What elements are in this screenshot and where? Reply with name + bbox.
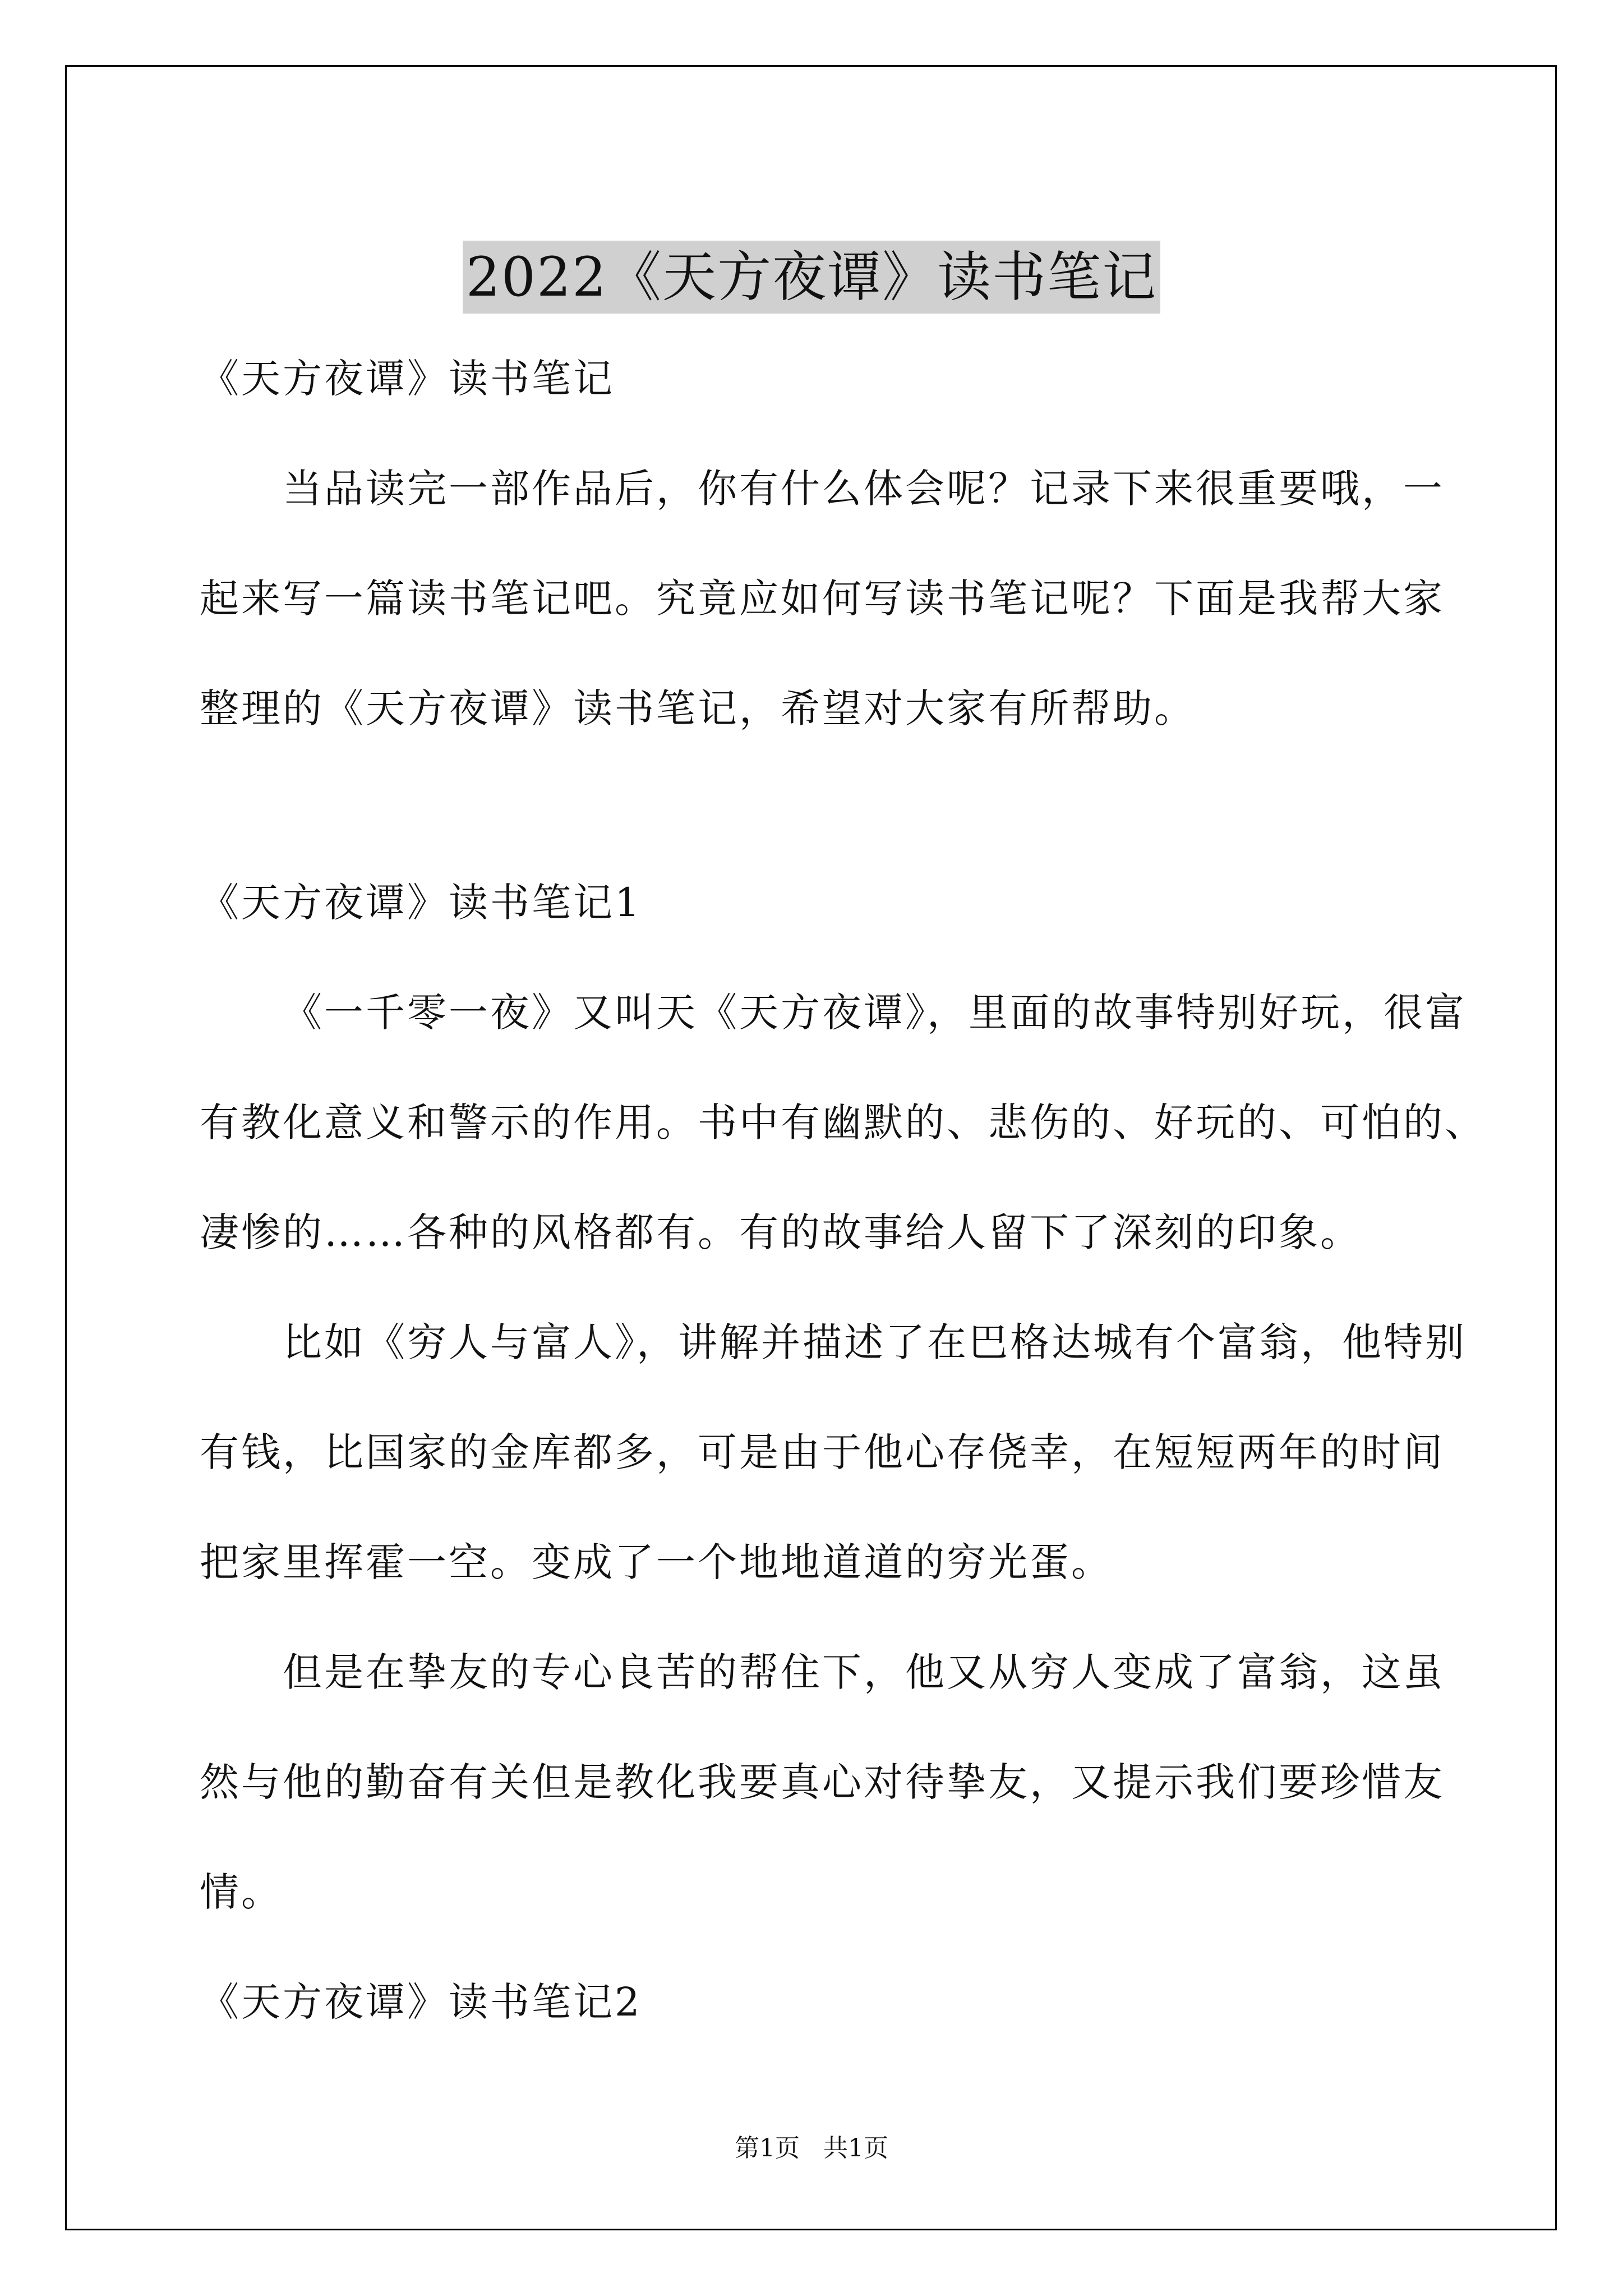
section-gap <box>200 776 1484 861</box>
intro-heading: 《天方夜谭》读书笔记 <box>200 356 615 402</box>
paragraph-line: 有教化意义和警示的作用。书中有幽默的、悲伤的、好玩的、可怕的、 <box>200 1099 1486 1145</box>
section-heading-1: 《天方夜谭》读书笔记1 <box>200 880 642 926</box>
paragraph-line: 有钱，比国家的金库都多，可是由于他心存侥幸，在短短两年的时间 <box>200 1429 1445 1475</box>
page-number: 第1页 <box>735 2134 800 2162</box>
paragraph-line: 起来写一篇读书笔记吧。究竟应如何写读书笔记呢？下面是我帮大家 <box>200 576 1445 622</box>
paragraph-line: 把家里挥霍一空。变成了一个地地道道的穷光蛋。 <box>200 1539 1113 1585</box>
paragraph-line: 情。 <box>200 1869 283 1915</box>
paragraph-line: 整理的《天方夜谭》读书笔记，希望对大家有所帮助。 <box>200 685 1196 731</box>
paragraph-line: 凄惨的……各种的风格都有。有的故事给人留下了深刻的印象。 <box>200 1209 1362 1255</box>
page-total: 共1页 <box>823 2134 888 2162</box>
paragraph-line: 但是在挚友的专心良苦的帮住下，他又从穷人变成了富翁，这虽 <box>283 1649 1445 1695</box>
paragraph-line: 当品读完一部作品后，你有什么体会呢？记录下来很重要哦，一 <box>283 466 1445 512</box>
paragraph-line: 然与他的勤奋有关但是教化我要真心对待挚友，又提示我们要珍惜友 <box>200 1759 1445 1805</box>
section-heading-2: 《天方夜谭》读书笔记2 <box>200 1979 642 2025</box>
title-wrap <box>0 205 1623 350</box>
document-body <box>200 337 1484 2070</box>
paragraph-line: 《一千零一夜》又叫天《天方夜谭》，里面的故事特别好玩，很富 <box>283 990 1467 1036</box>
page-footer <box>0 2132 1623 2165</box>
document-title: 2022《天方夜谭》读书笔记 <box>463 241 1160 314</box>
paragraph-line: 比如《穷人与富人》，讲解并描述了在巴格达城有个富翁，他特别 <box>283 1319 1467 1365</box>
